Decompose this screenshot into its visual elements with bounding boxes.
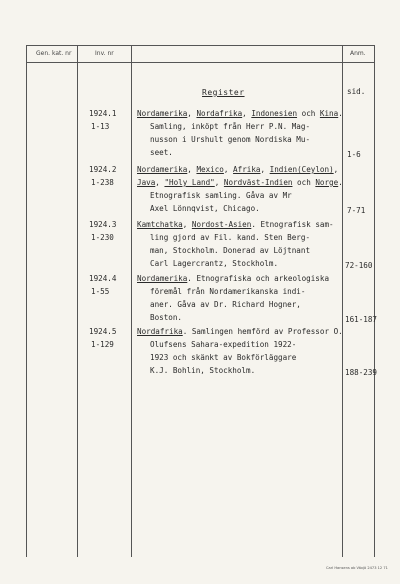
entry-description-line: aner. Gåva av Dr. Richard Hogner, (150, 300, 301, 309)
sid-label: sid. (347, 87, 366, 96)
region-name: Nordost-Asien (191, 220, 252, 229)
entry-description-line: Boston. (150, 313, 183, 322)
entry-range: 1-55 (91, 287, 110, 296)
entry-pages: 72-160 (345, 261, 373, 270)
region-separator: , (260, 165, 270, 174)
entry-year: 1924.1 (89, 109, 117, 118)
entry-description-line: Olufsens Sahara-expedition 1922- (150, 340, 297, 349)
region-separator: , (187, 109, 197, 118)
region-separator: och (297, 109, 320, 118)
entry-regions (137, 325, 343, 338)
entry-year: 1924.3 (89, 220, 117, 229)
region-separator: . (338, 178, 343, 187)
region-name: Mexico (196, 165, 224, 174)
entry-description-line: ling gjord av Fil. kand. Sten Berg- (150, 233, 311, 242)
col-header-anm: Anm. (350, 50, 366, 57)
region-separator: . Samlingen hemförd av Professor O. (182, 327, 343, 336)
region-name: Kina (319, 109, 339, 118)
entry-regions (137, 163, 338, 176)
top-rule (26, 45, 374, 46)
region-name: Indonesien (251, 109, 298, 118)
region-separator: och (292, 178, 316, 187)
entry-range: 1-238 (91, 178, 114, 187)
entry-description-line: föremål från Nordamerikanska indi- (150, 287, 306, 296)
col-header-inv-nr: Inv. nr (95, 50, 114, 57)
entry-description-line: Etnografisk samling. Gåva av Mr (150, 191, 292, 200)
region-name: Norge (315, 178, 339, 187)
entry-description-line: seet. (150, 148, 173, 157)
region-name: "Holy Land" (164, 178, 215, 187)
entry-pages: 188-239 (345, 368, 378, 377)
region-name: Indien(Ceylon) (269, 165, 334, 174)
region-name: Nordafrika (196, 109, 243, 118)
region-separator: , (155, 178, 165, 187)
entry-description-line: Carl Lagercrantz, Stockholm. (150, 259, 279, 268)
entry-regions (137, 107, 343, 120)
entry-description-line: 1923 och skänkt av Bokförläggare (150, 353, 297, 362)
region-separator: . Etnografisk sam- (251, 220, 334, 229)
region-name: Afrika (233, 165, 261, 174)
region-name: Nordamerika (137, 274, 188, 283)
entry-regions (137, 176, 343, 189)
entry-year: 1924.4 (89, 274, 117, 283)
region-name: Kamtchatka (137, 220, 183, 229)
entry-year: 1924.2 (89, 165, 117, 174)
col-header-gen-kat-nr: Gen. kat. nr (36, 50, 72, 57)
entry-year: 1924.5 (89, 327, 117, 336)
entry-pages: 1-6 (347, 150, 361, 159)
entry-regions (137, 272, 329, 285)
register-title: Register (202, 88, 245, 97)
entry-pages: 161-187 (345, 315, 378, 324)
region-separator: , (223, 165, 234, 174)
entry-description-line: nusson i Urshult genom Nordiska Mu- (150, 135, 311, 144)
region-name: Nordafrika (137, 327, 183, 336)
right-border (374, 45, 375, 557)
region-name: Java (137, 178, 156, 187)
region-name: Nordväst-Indien (223, 178, 293, 187)
entry-range: 1-13 (91, 122, 110, 131)
entry-description-line: Samling, inköpt från Herr P.N. Mag- (150, 122, 311, 131)
region-separator: , (214, 178, 224, 187)
entry-description-line: Axel Lönnqvist, Chicago. (150, 204, 260, 213)
region-name: Nordamerika (137, 109, 188, 118)
entry-regions (137, 218, 334, 231)
region-separator: . Etnografiska och arkeologiska (187, 274, 330, 283)
entry-description-line: K.J. Bohlin, Stockholm. (150, 366, 256, 375)
region-separator: , (187, 165, 197, 174)
region-separator: , (333, 165, 339, 174)
region-separator: , (182, 220, 192, 229)
col-divider-3 (342, 45, 343, 557)
entry-pages: 7-71 (347, 206, 366, 215)
col-divider-2 (131, 45, 132, 557)
entry-description-line: man, Stockholm. Donerad av Löjtnant (150, 246, 311, 255)
entry-range: 1-129 (91, 340, 114, 349)
col-divider-1 (77, 45, 78, 557)
region-separator: . (338, 109, 343, 118)
entry-range: 1-230 (91, 233, 114, 242)
header-rule (26, 62, 374, 63)
region-name: Nordamerika (137, 165, 188, 174)
region-separator: , (242, 109, 252, 118)
left-border (26, 45, 27, 557)
print-footer: Carl Hansens ab Växjö 2473 12 71 (326, 566, 388, 570)
